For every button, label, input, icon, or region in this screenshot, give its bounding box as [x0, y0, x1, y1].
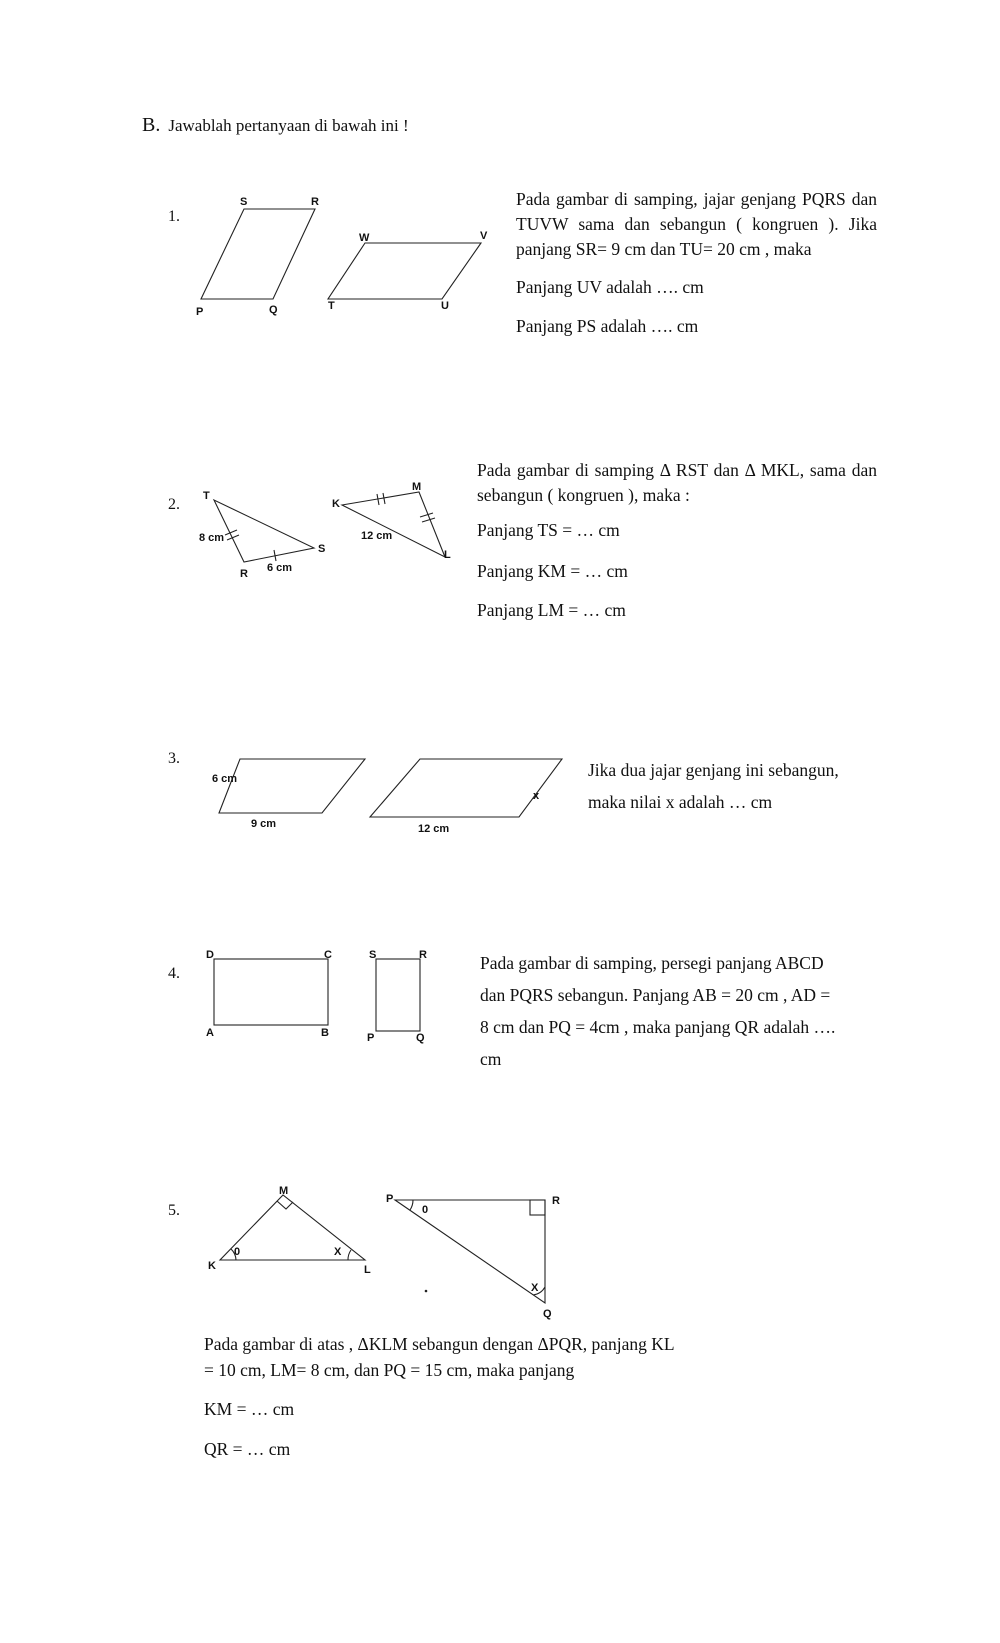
measure-x: x: [533, 790, 540, 802]
question-4-figure: [200, 945, 440, 1050]
measure-side-small: 6 cm: [212, 773, 238, 785]
question-4-line-2: dan PQRS sebangun. Panjang AB = 20 cm , AD =: [480, 985, 831, 1005]
label-r: R: [419, 949, 427, 961]
question-1-figure: [185, 185, 505, 330]
label-q: Q: [416, 1032, 425, 1044]
question-1-ask-uv: Panjang UV adalah …. cm: [516, 277, 704, 297]
triangle-mkl: [342, 492, 445, 557]
label-d: D: [206, 949, 214, 961]
measure-base-small: 9 cm: [251, 818, 277, 830]
label-l: L: [364, 1264, 371, 1276]
measure-rs: 6 cm: [267, 562, 293, 574]
angle-q: X: [531, 1282, 539, 1294]
label-b: B: [321, 1027, 329, 1039]
label-p: P: [367, 1032, 375, 1044]
parallelogram-tuvw: [328, 243, 481, 299]
angle-k: 0: [234, 1246, 241, 1258]
label-u: U: [441, 300, 449, 312]
label-a: A: [206, 1027, 214, 1039]
label-l: L: [444, 549, 451, 561]
question-5-line-2: = 10 cm, LM= 8 cm, dan PQ = 15 cm, maka panjang: [204, 1360, 575, 1380]
question-2-number: 2.: [168, 496, 180, 513]
question-1-text: Pada gambar di samping, jajar genjang PQRS dan TUVW sama dan sebangun ( kongruen ). Jika panjang SR= 9 cm dan TU= 20 cm , maka: [516, 189, 877, 259]
label-v: V: [480, 230, 488, 242]
label-c: C: [324, 949, 332, 961]
section-header: [142, 114, 409, 137]
label-t: T: [203, 490, 210, 502]
label-m: M: [412, 481, 422, 493]
question-3-number: 3.: [168, 750, 180, 767]
label-r: R: [552, 1195, 560, 1207]
question-3-figure: [200, 750, 575, 840]
question-5-ask-qr: QR = … cm: [204, 1439, 291, 1459]
question-4-line-3: 8 cm dan PQ = 4cm , maka panjang QR adalah ….: [480, 1017, 836, 1037]
label-r: R: [311, 196, 319, 208]
section-instruction: Jawablah pertanyaan di bawah ini !: [168, 116, 409, 135]
parallelogram-pqrs: [201, 209, 315, 299]
label-s: S: [369, 949, 377, 961]
section-letter: B.: [142, 114, 161, 136]
question-2-ask-km: Panjang KM = … cm: [477, 561, 628, 581]
measure-rt: 8 cm: [199, 532, 225, 544]
label-q: Q: [269, 304, 278, 316]
question-1-ask-ps: Panjang PS adalah …. cm: [516, 316, 699, 336]
label-p: P: [196, 306, 204, 318]
parallelogram-large: [370, 759, 562, 817]
rectangle-abcd: [214, 959, 328, 1025]
question-2-figure: [190, 475, 465, 585]
label-s: S: [318, 543, 326, 555]
label-k: K: [332, 498, 340, 510]
question-5-figure: [200, 1175, 580, 1325]
question-5-number: 5.: [168, 1202, 180, 1219]
triangle-klm: [220, 1195, 365, 1260]
question-3-line-1: Jika dua jajar genjang ini sebangun,: [588, 760, 839, 780]
question-1-number: 1.: [168, 208, 180, 225]
label-p: P: [386, 1193, 394, 1205]
question-4-line-1: Pada gambar di samping, persegi panjang ABCD: [480, 953, 824, 973]
label-t: T: [328, 300, 335, 312]
triangle-rst: [214, 500, 314, 562]
label-m: M: [279, 1185, 289, 1197]
question-3-line-2: maka nilai x adalah … cm: [588, 792, 773, 812]
measure-base-large: 12 cm: [418, 823, 450, 835]
angle-p: 0: [422, 1204, 429, 1216]
question-2-ask-ts: Panjang TS = … cm: [477, 520, 620, 540]
question-5-line-1: Pada gambar di atas , ΔKLM sebangun dengan ΔPQR, panjang KL: [204, 1334, 675, 1354]
parallelogram-small: [219, 759, 365, 813]
angle-l: X: [334, 1246, 342, 1258]
measure-kl: 12 cm: [361, 530, 393, 542]
label-w: W: [359, 232, 370, 244]
label-r: R: [240, 568, 248, 580]
question-2-ask-lm: Panjang LM = … cm: [477, 600, 626, 620]
rectangle-pqrs: [376, 959, 420, 1031]
label-s: S: [240, 196, 248, 208]
question-4-line-4: cm: [480, 1049, 502, 1069]
label-q: Q: [543, 1308, 552, 1320]
question-5-ask-km: KM = … cm: [204, 1399, 295, 1419]
triangle-pqr: [395, 1200, 545, 1303]
question-4-number: 4.: [168, 965, 180, 982]
question-2-text: Pada gambar di samping Δ RST dan Δ MKL, sama dan sebangun ( kongruen ), maka :: [477, 460, 877, 505]
label-k: K: [208, 1260, 216, 1272]
